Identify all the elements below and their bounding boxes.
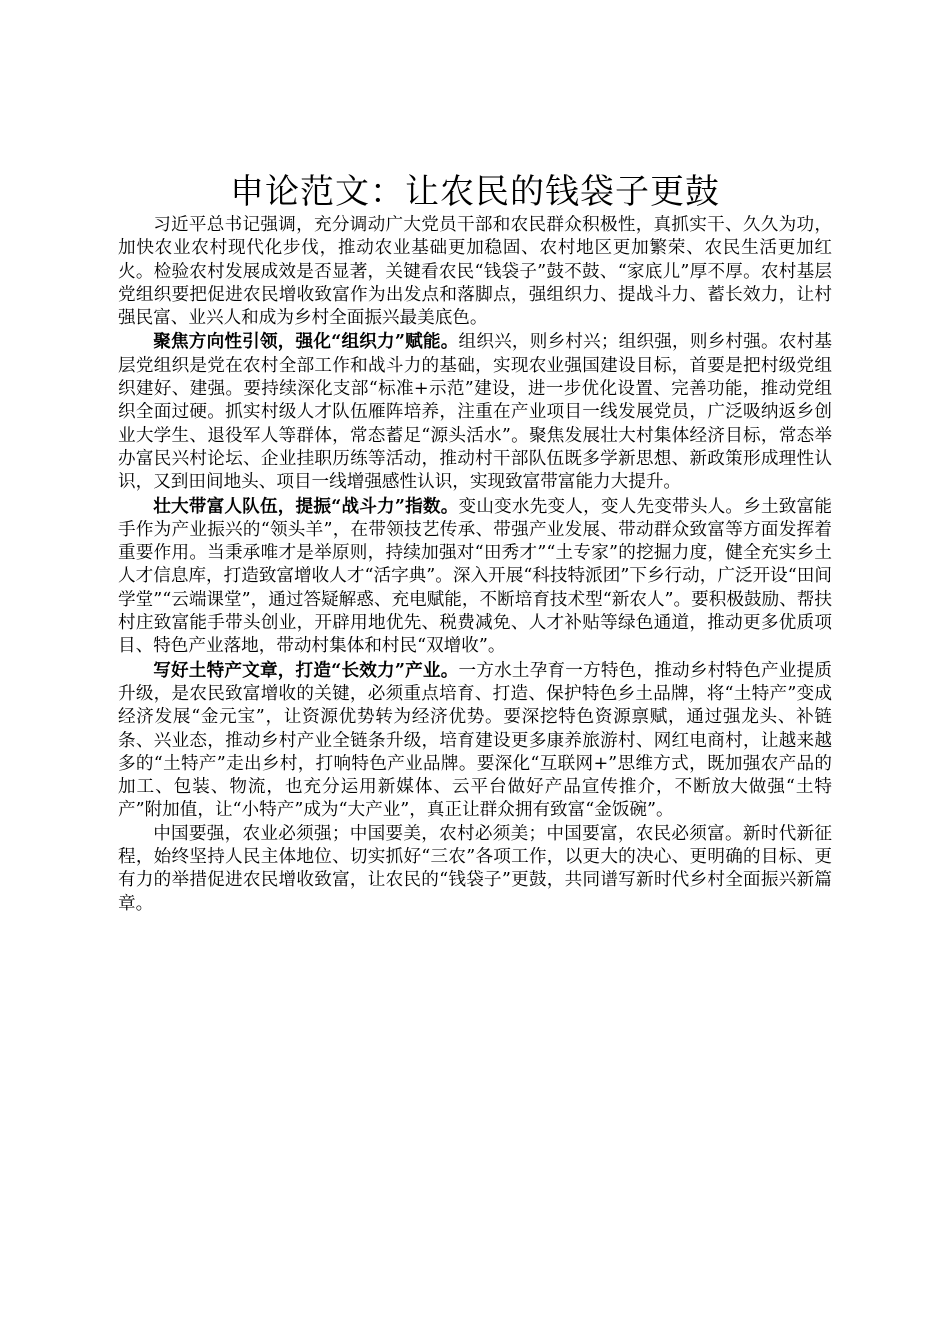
section-paragraph-1	[118, 330, 832, 494]
section-body-3: 一方水土孕育一方特色，推动乡村特色产业提质升级，是农民致富增收的关键，必须重点培育、打造、保护特色乡土品牌，将“土特产”变成经济发展“金元宝”，让资源优势转为经济优势。要深挖特色资源禀赋，通过强龙头、补链条、兴业态，推动乡村产业全链条升级，培育建设更多康养旅游村、网红电商村，让越来越多的“土特产”走出乡村，打响特色产业品牌。要深化“互联网+”思维方式，既加强农产品的加工、包装、物流，也充分运用新媒体、云平台做好产品宣传推介，不断放大做强“土特产”附加值，让“小特产”成为“大产业”，真正让群众拥有致富“金饭碗”。	[118, 660, 832, 821]
article-title: 申论范文：让农民的钱袋子更鼓	[230, 172, 720, 212]
conclusion-paragraph: 中国要强，农业必须强；中国要美，农村必须美；中国要富，农民必须富。新时代新征程，始终坚持人民主体地位、切实抓好“三农”各项工作，以更大的决心、更明确的目标、更有力的举措促进农民增收致富，让农民的“钱袋子”更鼓，共同谱写新时代乡村全面振兴新篇章。	[118, 823, 832, 914]
document-page	[118, 170, 832, 916]
intro-paragraph: 习近平总书记强调，充分调动广大党员干部和农民群众积极性，真抓实干、久久为功，加快农业农村现代化步伐，推动农业基础更加稳固、农村地区更加繁荣、农民生活更加红火。检验农村发展成效是否显著，关键看农民“钱袋子”鼓不鼓、“家底儿”厚不厚。农村基层党组织要把促进农民增收致富作为出发点和落脚点，强组织力、提战斗力、蓄长效力，让村强民富、业兴人和成为乡村全面振兴最美底色。	[118, 215, 832, 329]
section-lead-3: 写好土特产文章，打造“长效力”产业。	[153, 659, 459, 681]
section-body-1: 组织兴，则乡村兴；组织强，则乡村强。农村基层党组织是党在农村全部工作和战斗力的基础，实现农业强国建设目标，首要是把村级党组织建好、建强。要持续深化支部“标准+示范”建设，进一步优化设置、完善功能，推动党组织全面过硬。抓实村级人才队伍雁阵培养，注重在产业项目一线发展党员，广泛吸纳返乡创业大学生、退役军人等群体，常态蓄足“源头活水”。聚焦发展壮大村集体经济目标，常态举办富民兴村论坛、企业挂职历练等活动，推动村干部队伍既多学新思想、新政策形成理性认识，又到田间地头、项目一线增强感性认识，实现致富带富能力大提升。	[118, 332, 832, 493]
section-paragraph-3	[118, 659, 832, 823]
section-body-2: 变山变水先变人，变人先变带头人。乡土致富能手作为产业振兴的“领头羊”，在带领技艺传承、带强产业发展、带动群众致富等方面发挥着重要作用。当秉承唯才是举原则，持续加强对“田秀才”“土专家”的挖掘力度，健全充实乡土人才信息库，打造致富增收人才“活字典”。深入开展“科技特派团”下乡行动，广泛开设“田间学堂”“云端课堂”，通过答疑解惑、充电赋能，不断培育技术型“新农人”。要积极鼓励、帮扶村庄致富能手带头创业，开辟用地优先、税费减免、人才补贴等绿色通道，推动更多优质项目、特色产业落地，带动村集体和村民“双增收”。	[118, 496, 832, 657]
section-lead-2: 壮大带富人队伍，提振“战斗力”指数。	[153, 495, 459, 517]
section-lead-1: 聚焦方向性引领，强化“组织力”赋能。	[153, 331, 459, 353]
section-paragraph-2	[118, 495, 832, 659]
